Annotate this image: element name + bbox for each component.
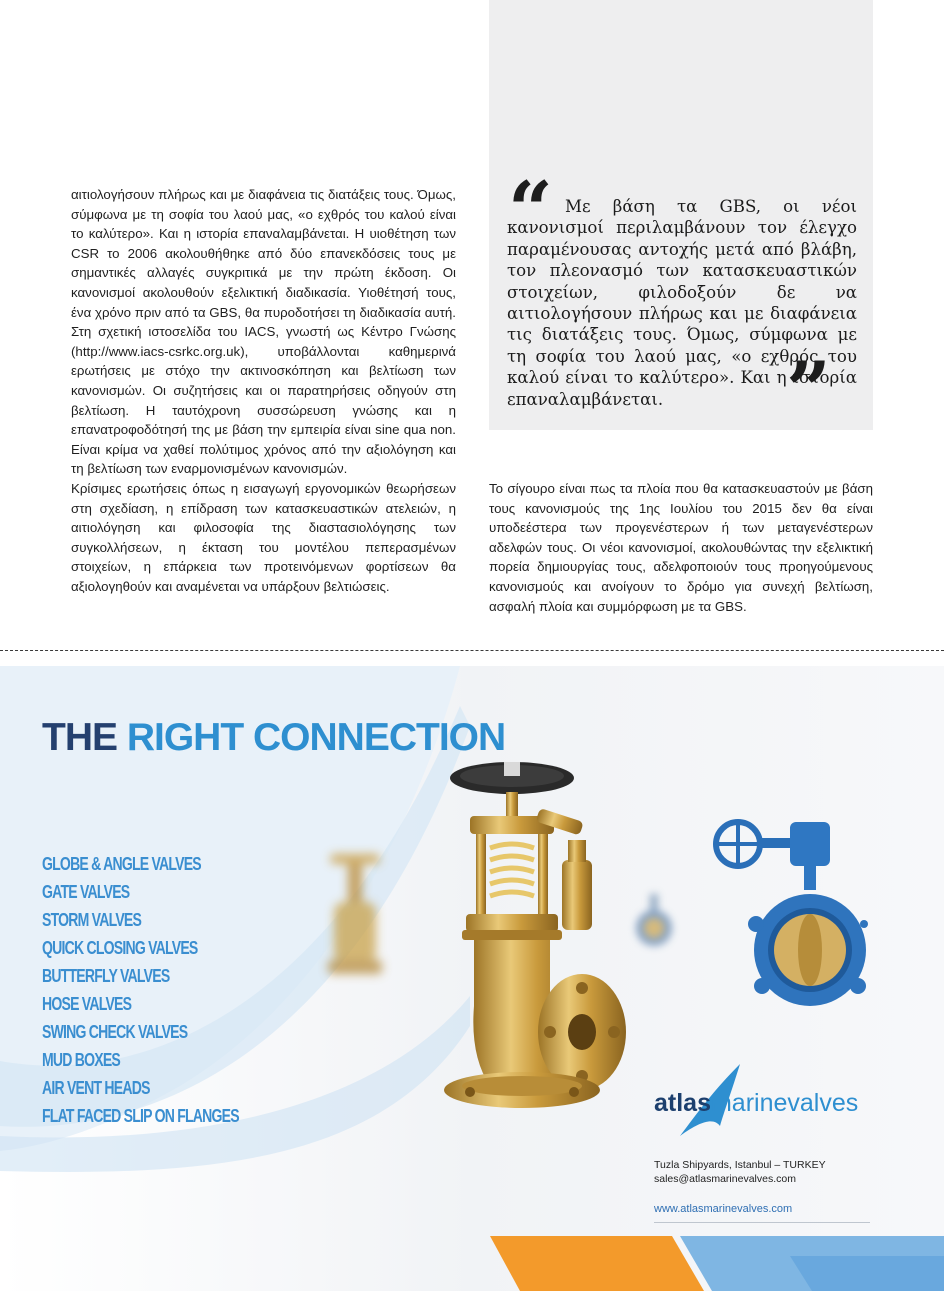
blurred-valve-image <box>632 892 676 952</box>
butterfly-valve-image <box>712 814 868 1008</box>
product-item: BUTTERFLY VALVES <box>42 966 170 986</box>
website-underline <box>654 1222 870 1223</box>
pull-quote: Με βάση τα GBS, οι νέοι κανονισμοί περιλαμβάνουν τον έλεγχο παραμένουσας αντοχής μετά από βλάβη, τον πλεονασμό των κατασκευαστικών στοιχείων, φιλοδοξούν δε να αιτιολογήσουν πλήρως και με διαφάνεια τις διατάξεις τους. Όμως, σύμφωνα με τη σοφία του λαού μας, «ο εχθρός του καλού είναι το καλύτερο». Και η ιστορία επαναλαμβάνεται. <box>507 197 857 409</box>
email-link[interactable]: sales@atlasmarinevalves.com <box>654 1173 796 1185</box>
product-item: STORM VALVES <box>42 910 142 930</box>
website-link[interactable]: www.atlasmarinevalves.com <box>654 1203 793 1215</box>
article-paragraph: Κρίσιμες ερωτήσεις όπως η εισαγωγή εργονομικών θεωρήσεων στη σχεδίαση, η επίδραση των κατασκευαστικών ατελειών, η αιτιολόγηση και φιλοσοφία της διαστασιολόγησης των συγκολλήσεων, η έκταση του μοντέλου πεπερασμένων στοιχείων, η επάρκεια των προτεινόμενων φορτίσεων θα αξιολογηθούν και αναμένεται να υπάρξουν βελτιώσεις. <box>71 480 456 594</box>
ad-headline-the: THE <box>42 716 127 759</box>
article-left-column <box>71 185 456 596</box>
product-item: MUD BOXES <box>42 1050 121 1070</box>
open-quote-icon: “ <box>508 165 553 256</box>
blurred-valve-image <box>320 852 390 992</box>
section-divider <box>0 650 944 651</box>
product-item: FLAT FACED SLIP ON FLANGES <box>42 1106 239 1126</box>
address: Tuzla Shipyards, Istanbul – TURKEY <box>654 1159 826 1171</box>
article-paragraph: Το σίγουρο είναι πως τα πλοία που θα κατασκευαστούν με βάση τους κανονισμούς της 1ης Ιουλίου του 2015 δεν θα είναι υποδεέστερα των προγενέστερων ή των μεταγενέστερων αδελφών τους. Οι νέοι κανονισμοί, ακολουθώντας την εξελικτική πορεία δημιουργίας τους, αδελφοποιούν τους προηγούμενους κανονισμούς και ανοίγουν το δρόμο για συνεχή βελτίωση, ασφαλή πλοία και συμμόρφωση με τα GBS. <box>489 481 873 614</box>
article-paragraph: αιτιολογήσουν πλήρως και με διαφάνεια τις διατάξεις τους. Όμως, σύμφωνα με τη σοφία του λαού μας, «ο εχθρός του καλού είναι το καλύτερο». Και η ιστορία επαναλαμβάνεται. Η υιοθέτηση των CSR το 2006 ακολουθήθηκε από δύο επανεκδόσεις τους με σημαντικές αλλαγές συγκριτικά με την πρώτη έκδοση. Οι κανονισμοί ακολουθούν εξελικτική διαδικασία. Υιοθέτησή τους, ένα χρόνο πριν από τα GBS, θα πυροδοτήσει τη διαδικασία αυτή. Στη σχετική ιστοσελίδα του IACS, γνωστή ως Κέντρο Γνώσης (http://www.iacs-csrkc.org.uk), υποβάλλονται καθημερινά ερωτήσεις με στόχο την ακτινοσκόπηση και βελτίωση των κανονισμών. Οι συζητήσεις και οι παρατηρήσεις οδηγούν στη βελτίωση. Η ταυτόχρονη συσσώρευση γνώσης και η επανατροφοδότησή της με βάση την εμπειρία είναι sine qua non. Είναι κρίμα να χαθεί πολύτιμος χρόνος από την αξιολόγηση και τη βελτίωση των εναρμονισμένων κανονισμών. <box>71 187 456 477</box>
ad-headline <box>42 717 505 759</box>
product-list <box>42 850 294 1130</box>
orange-blue-stripes <box>490 1236 944 1291</box>
close-quote-icon: ” <box>786 345 831 436</box>
brand-atlas: atlas <box>654 1089 711 1117</box>
advertisement <box>0 666 944 1291</box>
product-item: GATE VALVES <box>42 882 130 902</box>
product-item: QUICK CLOSING VALVES <box>42 938 198 958</box>
brand-logo <box>654 1088 858 1118</box>
contact-block <box>654 1158 826 1186</box>
brand-marinevalves: marinevalves <box>710 1089 859 1117</box>
product-item: AIR VENT HEADS <box>42 1078 150 1098</box>
product-item: HOSE VALVES <box>42 994 132 1014</box>
ad-headline-right-connection: RIGHT CONNECTION <box>126 716 506 759</box>
product-item: GLOBE & ANGLE VALVES <box>42 854 201 874</box>
angle-valve-image <box>430 756 630 1111</box>
product-item: SWING CHECK VALVES <box>42 1022 188 1042</box>
article-right-column <box>489 479 873 616</box>
